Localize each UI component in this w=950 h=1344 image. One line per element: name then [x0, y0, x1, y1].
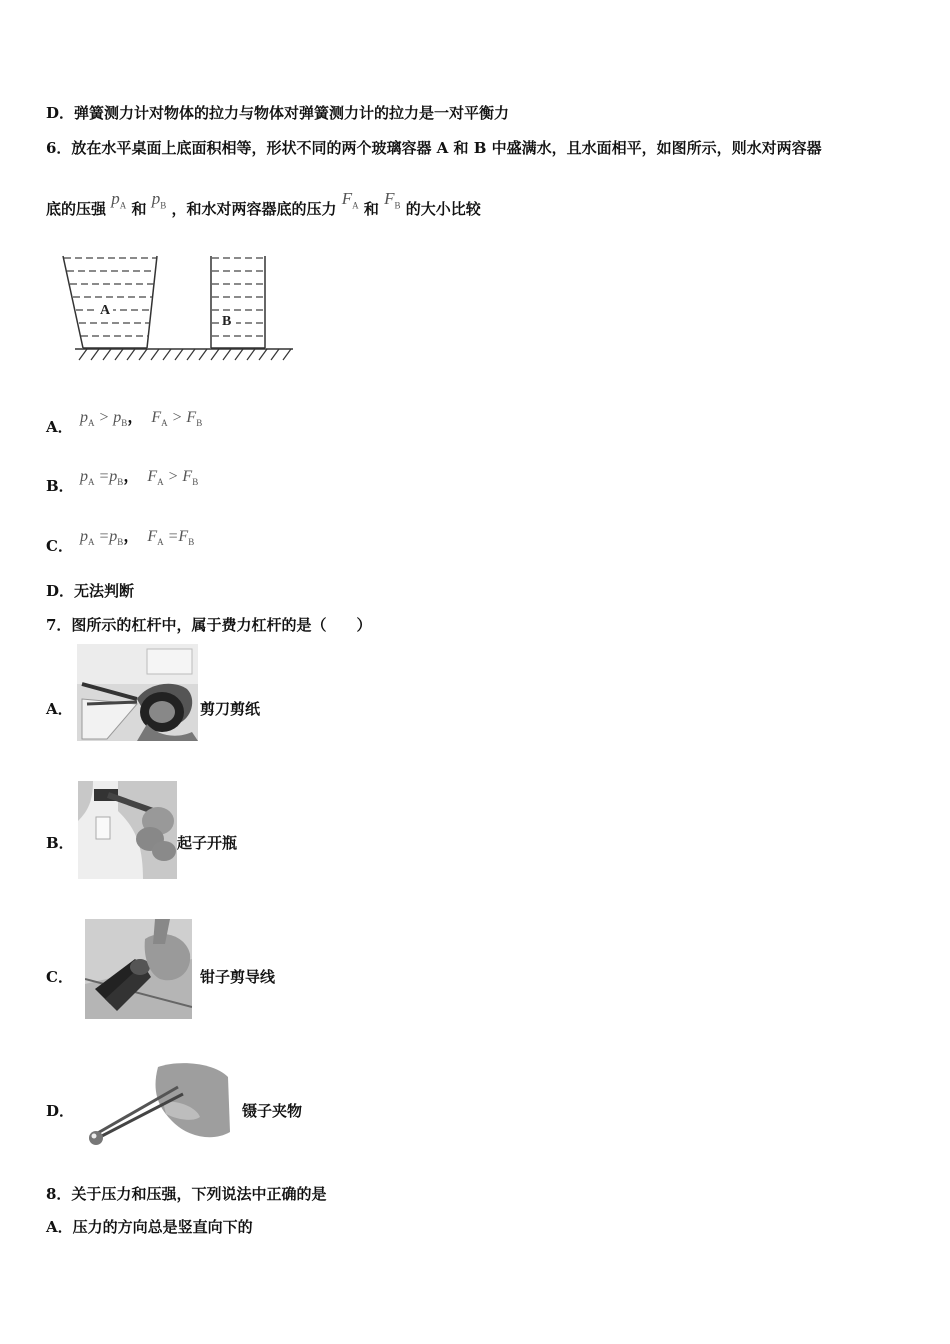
q7-option-a-label: A．	[46, 700, 73, 718]
q6-stem-line2	[46, 189, 481, 220]
bottle-opener-photo	[78, 781, 177, 879]
q6-option-c-label: C．	[46, 537, 73, 555]
q7-option-a-caption: 剪刀剪纸	[200, 700, 261, 718]
table-surface	[75, 349, 293, 360]
q8-option-a: A．压力的方向总是竖直向下的	[46, 1218, 253, 1236]
q6-symbol-pb: $p_B$	[151, 189, 167, 211]
q6-stem-line1: 6．放在水平桌面上底面积相等，形状不同的两个玻璃容器 A 和 B 中盛满水，且水面相平，如图所示，则水对两容器	[46, 139, 822, 157]
q6-containers-figure	[55, 248, 300, 364]
container-a-label: A	[100, 303, 111, 318]
q6-option-a-label: A．	[46, 418, 73, 436]
q6-symbol-pa: $p_A$	[111, 189, 127, 211]
container-a	[63, 256, 157, 348]
tweezers-photo	[88, 1062, 230, 1152]
q8-stem: 8．关于压力和压强，下列说法中正确的是	[46, 1185, 327, 1203]
q6-option-d: D．无法判断	[46, 582, 135, 600]
container-b	[211, 256, 265, 348]
q6-text-pressure: 底的压强	[46, 200, 107, 218]
q7-option-c-caption: 钳子剪导线	[200, 968, 276, 986]
scissors-photo	[77, 644, 198, 741]
q5-option-d: D．弹簧测力计对物体的拉力与物体对弹簧测力计的拉力是一对平衡力	[46, 104, 510, 122]
pliers-photo	[85, 919, 192, 1019]
q6-option-a-formula: $p_A > p_B$， $F_A > F_B$	[80, 409, 203, 429]
q7-option-c-label: C．	[46, 968, 73, 986]
q6-symbol-fb: $F_B$	[384, 189, 401, 211]
q6-text-and-2: 和	[363, 200, 379, 218]
q6-text-and: 和	[131, 200, 147, 218]
q6-text-force: ，和水对两容器底的压力	[171, 200, 337, 218]
q6-text-compare: 的大小比较	[405, 200, 481, 218]
q7-option-b-caption: 起子开瓶	[177, 834, 238, 852]
container-b-label: B	[222, 314, 232, 329]
q6-option-b-label: B．	[46, 477, 74, 495]
q6-option-b-formula: $p_A =p_B$， $F_A > F_B$	[80, 468, 199, 488]
q7-option-d-caption: 镊子夹物	[242, 1102, 303, 1120]
q7-option-b-label: B．	[46, 834, 74, 852]
q6-option-c-formula: $p_A =p_B$， $F_A =F_B$	[80, 528, 195, 548]
q7-option-d-label: D．	[46, 1102, 75, 1120]
q6-symbol-fa: $F_A$	[341, 189, 359, 211]
q7-stem: 7．图所示的杠杆中，属于费力杠杆的是（ ）	[46, 616, 372, 634]
